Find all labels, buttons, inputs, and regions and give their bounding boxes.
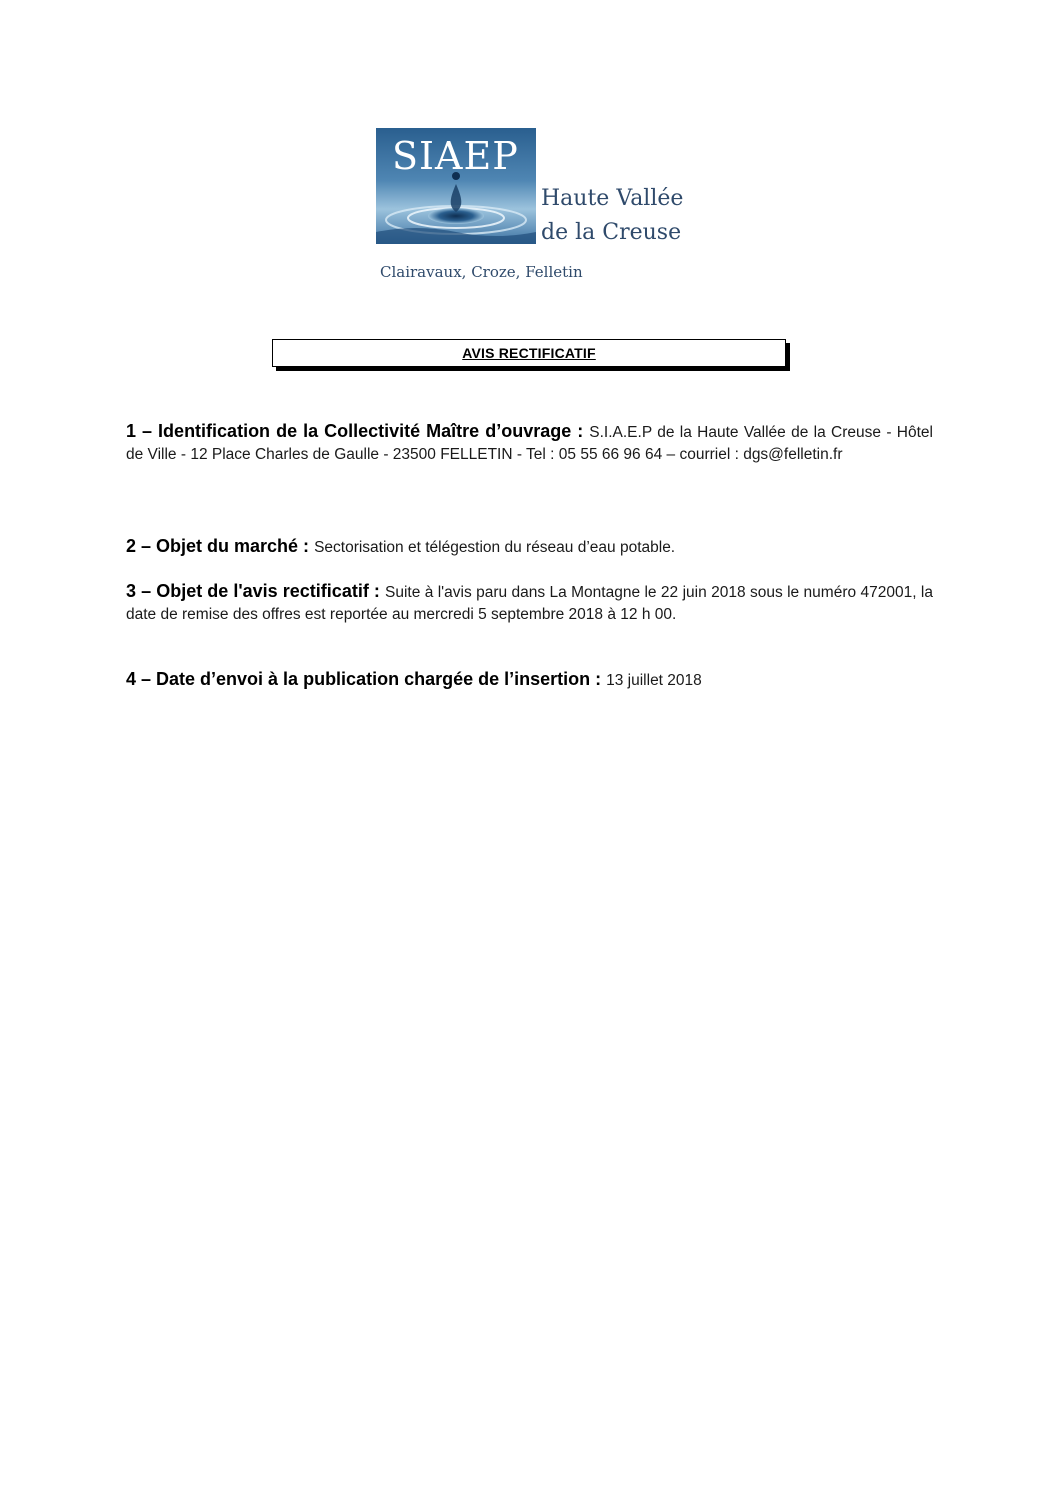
section-text: Suite à l'avis paru dans La Montagne le 22 juin 2018 sous le numéro 472001, la date de remise des offres est reportée au mercredi 5 septembre 2018 à 12 h 00.: [126, 584, 933, 623]
logo-acronym: SIAEP: [392, 134, 519, 178]
section-label: 1 – Identification de la Collectivité Maître d’ouvrage :: [126, 421, 590, 441]
section-text: 13 juillet 2018: [606, 672, 702, 689]
section-text: Sectorisation et télégestion du réseau d’eau potable.: [314, 539, 676, 556]
section-text: S.I.A.E.P de la Haute Vallée de la Creuse - Hôtel de Ville - 12 Place Charles de Gaulle - 23500 FELLETIN - Tel : 05 55 66 96 64 – courriel : dgs@felletin.fr: [126, 424, 933, 463]
title-box: [272, 339, 786, 367]
logo-communes: Clairavaux, Croze, Felletin: [380, 263, 583, 281]
logo-name-line1: Haute Vallée: [541, 186, 684, 211]
section-objet-avis: [126, 580, 933, 626]
water-drop-image: [376, 128, 536, 244]
section-identification: [126, 420, 933, 466]
section-label: 4 – Date d’envoi à la publication chargée de l’insertion :: [126, 669, 607, 689]
section-label: 3 – Objet de l'avis rectificatif :: [126, 581, 385, 601]
logo-name-line2: de la Creuse: [541, 220, 682, 245]
section-date-envoi: [126, 668, 933, 692]
section-objet-marche: [126, 535, 933, 559]
section-label: 2 – Objet du marché :: [126, 536, 315, 556]
document-title: AVIS RECTIFICATIF: [462, 345, 596, 361]
siaep-logo: [376, 128, 696, 288]
